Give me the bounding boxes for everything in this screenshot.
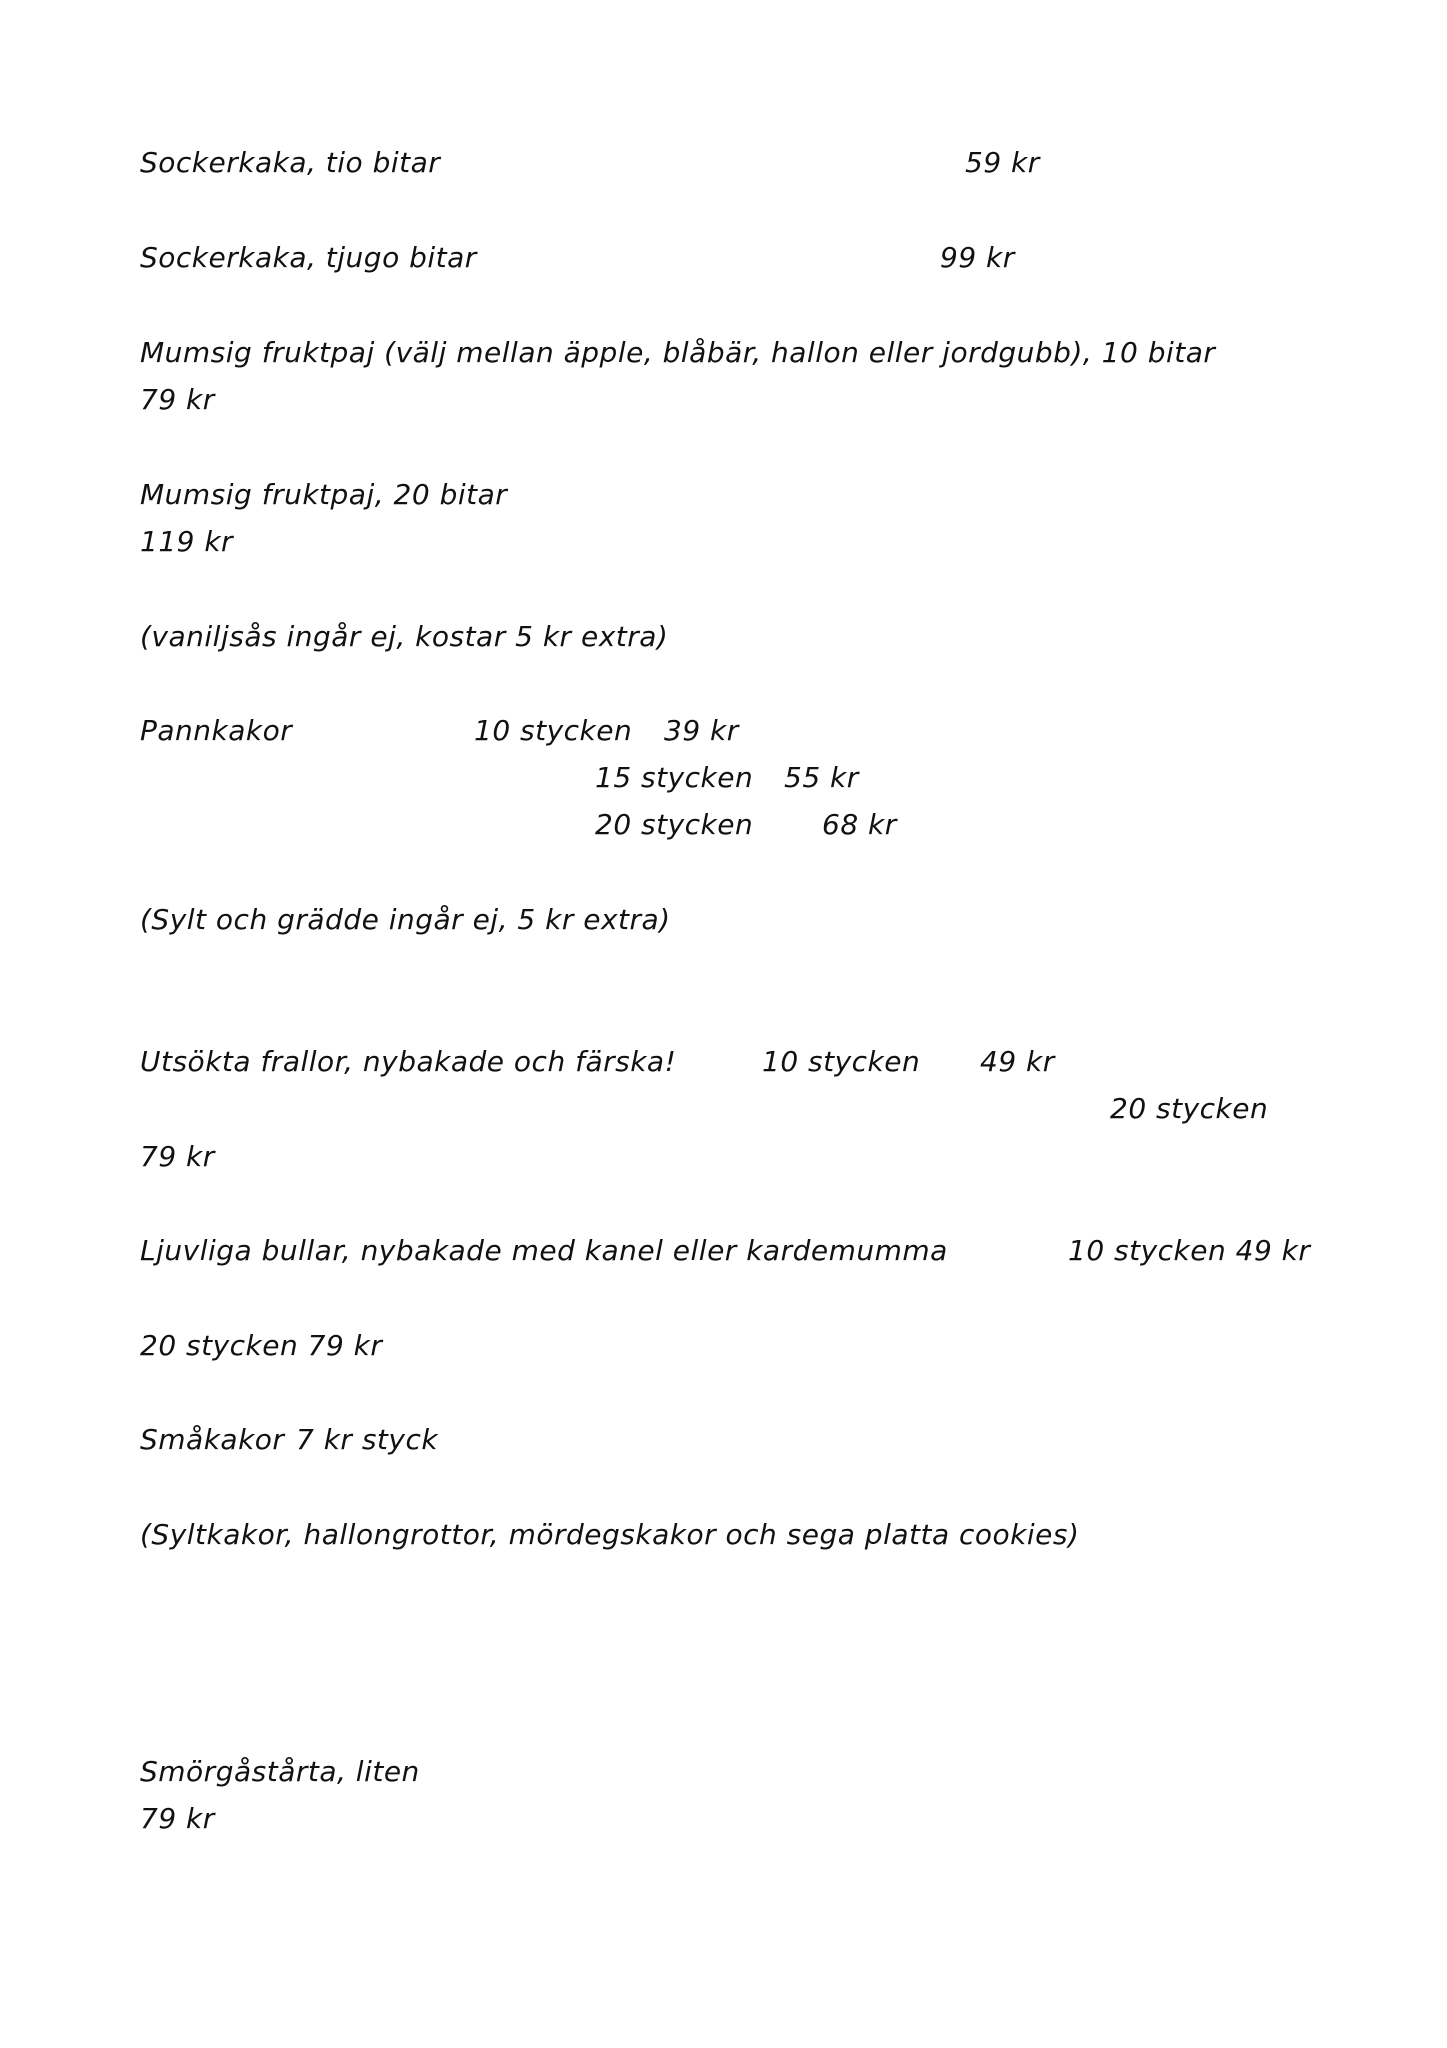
item-smakakor: Småkakor bbox=[140, 1423, 285, 1456]
qty-price-bullar-10: 10 stycken 49 kr bbox=[1068, 1234, 1311, 1267]
item-sockerkaka-tjugo: Sockerkaka, tjugo bitar bbox=[140, 241, 477, 274]
qty-price-bullar-20: 20 stycken 79 kr bbox=[140, 1329, 383, 1362]
qty-pannkakor-15: 15 stycken bbox=[595, 761, 754, 794]
item-pannkakor: Pannkakor bbox=[140, 714, 293, 747]
qty-frallor-20: 20 stycken bbox=[1110, 1092, 1269, 1125]
price-frallor-20: 79 kr bbox=[140, 1140, 215, 1173]
note-vaniljsas: (vaniljsås ingår ej, kostar 5 kr extra) bbox=[140, 620, 669, 653]
item-smorgastarta-liten: Smörgåstårta, liten bbox=[140, 1755, 420, 1788]
note-sylt-gradde: (Sylt och grädde ingår ej, 5 kr extra) bbox=[140, 903, 671, 936]
qty-pannkakor-20: 20 stycken bbox=[595, 808, 754, 841]
item-sockerkaka-tio: Sockerkaka, tio bitar bbox=[140, 146, 441, 179]
item-frallor: Utsökta frallor, nybakade och färska! bbox=[140, 1045, 677, 1078]
qty-frallor-10: 10 stycken bbox=[762, 1045, 921, 1078]
qty-pannkakor-10: 10 stycken bbox=[474, 714, 633, 747]
price-sockerkaka-tio: 59 kr bbox=[965, 146, 1040, 179]
item-fruktpaj-20: Mumsig fruktpaj, 20 bitar bbox=[140, 478, 508, 511]
price-pannkakor-15: 55 kr bbox=[784, 761, 859, 794]
price-fruktpaj-20: 119 kr bbox=[140, 525, 234, 558]
note-smakakor-sorter: (Syltkakor, hallongrottor, mördegskakor och sega platta cookies) bbox=[140, 1518, 1080, 1551]
item-fruktpaj-10: Mumsig fruktpaj (välj mellan äpple, blåbär, hallon eller jordgubb), 10 bitar bbox=[140, 336, 1216, 369]
item-bullar: Ljuvliga bullar, nybakade med kanel eller kardemumma bbox=[140, 1234, 948, 1267]
price-pannkakor-20: 68 kr bbox=[822, 808, 897, 841]
price-frallor-10: 49 kr bbox=[980, 1045, 1055, 1078]
price-fruktpaj-10: 79 kr bbox=[140, 383, 215, 416]
price-sockerkaka-tjugo: 99 kr bbox=[940, 241, 1015, 274]
price-smorgastarta-liten: 79 kr bbox=[140, 1802, 215, 1835]
price-pannkakor-10: 39 kr bbox=[664, 714, 739, 747]
price-smakakor: 7 kr styck bbox=[296, 1423, 439, 1456]
